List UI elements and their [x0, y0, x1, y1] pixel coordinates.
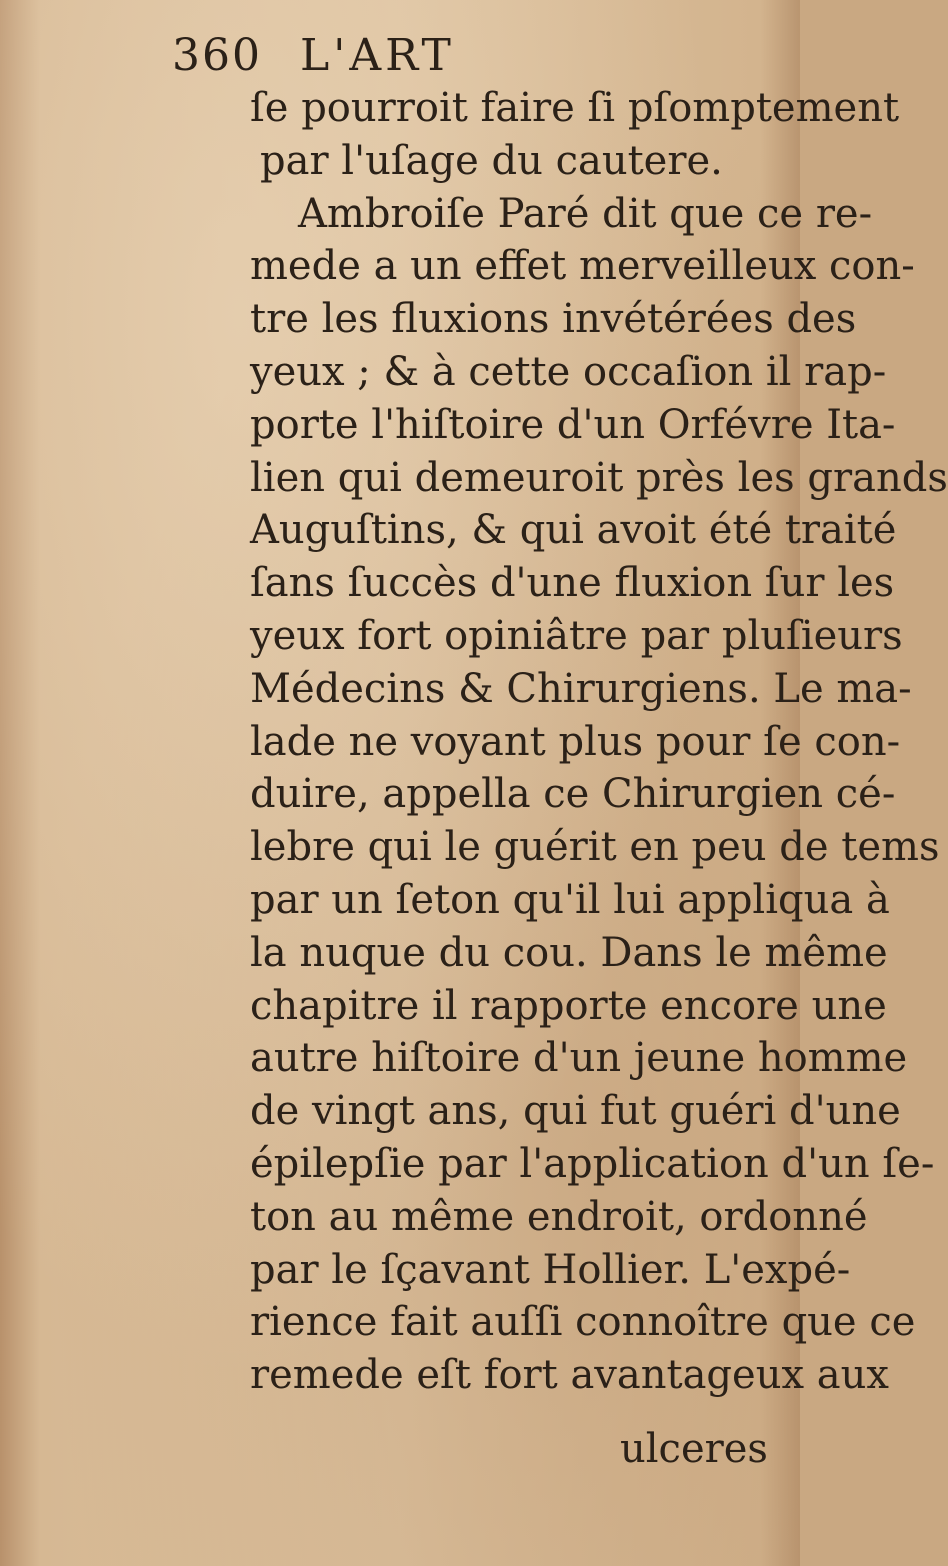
text-line: Médecins & Chirurgiens. Le ma-: [250, 665, 912, 712]
text-line: épilepſie par l'application d'un ſe-: [250, 1140, 935, 1187]
text-line: de vingt ans, qui fut guéri d'une: [250, 1088, 901, 1135]
text-line: Auguſtins, & qui avoit été traité: [250, 507, 897, 554]
text-line: chapitre il rapporte encore une: [250, 982, 887, 1029]
text-line: par l'uſage du cautere.: [260, 137, 723, 184]
text-line: rience fait auſſi connoître que ce: [250, 1299, 916, 1346]
text-line: yeux ; & à cette occaſion il rap-: [250, 348, 887, 395]
text-line: par le ſçavant Hollier. L'expé-: [250, 1246, 851, 1293]
running-head: L'ART: [300, 30, 455, 81]
text-line: Ambroiſe Paré dit que ce re-: [298, 190, 873, 237]
text-line: ſe pourroit faire ſi pſomptement: [250, 85, 900, 131]
text-line: ſans ſuccès d'une fluxion ſur les: [250, 560, 895, 607]
text-line: porte l'hiſtoire d'un Orfévre Ita-: [250, 401, 896, 448]
text-line: mede a un effet merveilleux con-: [250, 243, 915, 290]
text-line: ton au même endroit, ordonné: [250, 1193, 868, 1240]
text-line: autre hiſtoire d'un jeune homme: [250, 1035, 908, 1082]
catchword: ulceres: [620, 1426, 768, 1472]
text-line: lebre qui le guérit en peu de tems: [250, 824, 940, 871]
body-text: [250, 82, 948, 1402]
text-line: lade ne voyant plus pour ſe con-: [250, 718, 901, 765]
text-line: lien qui demeuroit près les grands: [250, 454, 948, 501]
text-line: yeux fort opiniâtre par pluſieurs: [250, 612, 903, 659]
text-line: duire, appella ce Chirurgien cé-: [250, 771, 896, 818]
text-line: par un ſeton qu'il lui appliqua à: [250, 876, 890, 923]
text-line: remede eſt fort avantageux aux: [250, 1352, 889, 1399]
text-line: la nuque du cou. Dans le même: [250, 929, 888, 976]
text-line: tre les fluxions invétérées des: [250, 296, 857, 343]
page-number: 360: [172, 30, 262, 81]
